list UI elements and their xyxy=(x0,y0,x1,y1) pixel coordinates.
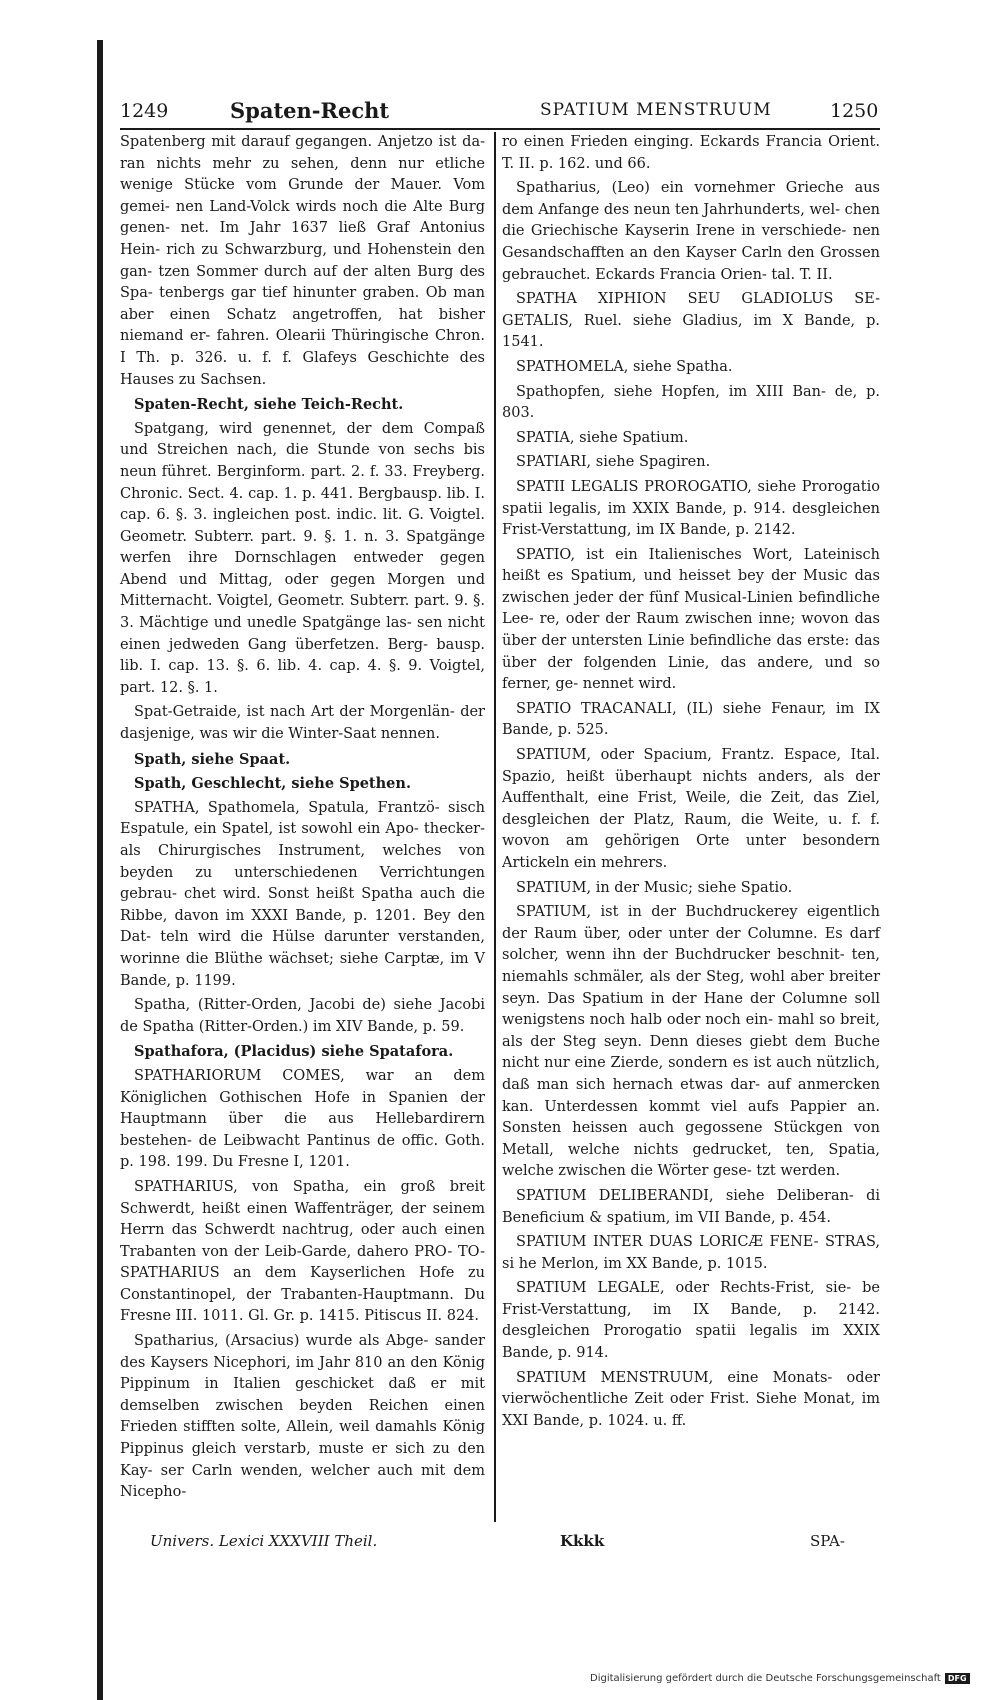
entry-paragraph: Spatharius, (Leo) ein vornehmer Grieche aus dem Anfange des neun ten Jahrhunderts, wel- chen die Griechische Kayserin Irene in verschiede- nen Gesandschafften an den Kayser Carln den Grossen gebrauchet. Eckards Francia Orien- tal. T. II. xyxy=(502,180,880,283)
entry-paragraph: SPATIA, siehe Spatium. xyxy=(516,429,689,446)
entry-paragraph: SPATIO TRACANALI, (IL) siehe Fenaur, im IX Bande, p. 525. xyxy=(502,700,880,739)
header-rule xyxy=(120,128,880,130)
page-footer xyxy=(120,1532,880,1562)
entry-paragraph: SPATIO, ist ein Italienisches Wort, Lateinisch heißt es Spatium, und heisset bey der Music das zwischen jeder der fünf Musical-Linien befindliche Lee- re, oder der Raum zwischen inne; wovon das über der untersten Linie befindliche das erste: das über der folgenden Linie, das andere, und so ferner, ge- nennet wird. xyxy=(502,546,880,693)
page-number-right: 1250 xyxy=(830,100,879,122)
entry-paragraph: SPATIUM INTER DUAS LORICÆ FENE- STRAS, si he Merlon, im XX Bande, p. 1015. xyxy=(502,1234,880,1272)
entry-paragraph: SPATIUM LEGALE, oder Rechts-Frist, sie- be Frist-Verstattung, im IX Bande, p. 2142. desgleichen Prorogatio spatii legalis im XXIX Bande, p. 914. xyxy=(502,1280,880,1362)
left-column xyxy=(120,132,485,1507)
entry-paragraph: Spath, siehe Spaat. xyxy=(134,750,291,768)
entry-paragraph: SPATHA, Spathomela, Spatula, Frantzö- sisch Espatule, ein Spatel, ist sowohl ein Apo- thecker- als Chirurgisches Instrument, welches von beyden zu unterschiedenen Verrichtungen gebrau- chet wird. Sonst heißt Spatha auch die Ribbe, davon im XXXI Bande, p. 1201. Bey den Dat- teln wird die Hülse darunter verstanden, worinne die Blüthe wächset; siehe Carptæ, im V Bande, p. 1199. xyxy=(120,799,485,989)
catchword: SPA- xyxy=(810,1532,845,1550)
entry-paragraph: Spat-Getraide, ist nach Art der Morgenlän- der dasjenige, was wir die Winter-Saat nennen. xyxy=(120,704,485,743)
entry-paragraph: Spath, Geschlecht, siehe Spethen. xyxy=(134,775,411,793)
sheet-signature: Kkkk xyxy=(560,1532,605,1550)
entry-paragraph: Spatenberg mit darauf gegangen. Anjetzo ist da- ran nichts mehr zu sehen, denn nur etliche wenige Stücke vom Grunde der Mauer. Vom gemei- nen Land-Volck wirds noch die Alte Burg genen- net. Im Jahr 1637 ließ Graf Antonius Hein- rich zu Schwarzburg, und Hohenstein den gan- tzen Sommer durch auf der alten Burg des Spa- tenbergs gar tief hinunter graben. Ob man aber einen Schatz angetroffen, hat bisher niemand er- fahren. Olearii Thüringische Chron. I Th. p. 326. u. f. f. Glafeys Geschichte des Hauses zu Sachsen. xyxy=(120,134,485,388)
running-header xyxy=(120,96,880,128)
entry-paragraph: Spatharius, (Arsacius) wurde als Abge- sander des Kaysers Nicephori, im Jahr 810 an den König Pippinum in Italien geschicket daß er mit demselben zwischen beyden Reichen einen Frieden stifften solte, Allein, weil damahls König Pippinus gleich verstarb, muste er sich zu den Kay- ser Carln wenden, welcher auch mit dem Nicepho- xyxy=(120,1333,485,1501)
entry-paragraph: SPATHOMELA, siehe Spatha. xyxy=(516,358,733,375)
entry-paragraph: SPATII LEGALIS PROROGATIO, siehe Prorogatio spatii legalis, im XXIX Bande, p. 914. desgleichen Frist-Verstattung, im IX Bande, p. 2142. xyxy=(502,478,880,539)
digitization-credit xyxy=(590,1673,970,1684)
entry-paragraph: SPATIUM, ist in der Buchdruckerey eigentlich der Raum über, oder unter der Columne. Es darf solcher, wenn ihn der Buchdrucker beschnit- ten, niemahls schmäler, als der Steg, wohl aber breiter seyn. Das Spatium in der Hane der Columne soll wenigstens noch halb oder noch ein- mahl so breit, als der Steg seyn. Denn dieses giebt dem Buche nicht nur eine Zierde, sondern es ist auch nützlich, daß man sich hernach etwas dar- auf anmercken kan. Unterdessen kommt viel aufs Pappier an. Sonsten heissen auch gegossene Stückgen von Metall, welche nichts gedrucket, ten, Spatia, welche zwischen die Wörter gese- tzt werden. xyxy=(502,904,880,1180)
entry-paragraph: SPATHARIUS, von Spatha, ein groß breit Schwerdt, heißt einen Waffenträger, der seinem Herrn das Schwerdt nachtrug, oder auch einen Trabanten von der Leib-Garde, dahero PRO- TO-SPATHARIUS an dem Kayserlichen Hofe zu Constantinopel, der Trabanten-Hauptmann. Du Fresne III. 1011. Gl. Gr. p. 1415. Pitiscus II. 824. xyxy=(120,1178,485,1325)
entry-paragraph: Spatha, (Ritter-Orden, Jacobi de) siehe Jacobi de Spatha (Ritter-Orden.) im XIV Bande, p. 59. xyxy=(120,997,485,1035)
entry-paragraph: SPATHARIORUM COMES, war an dem Königlichen Gothischen Hofe in Spanien der Hauptmann über die aus Hellebardirern bestehen- de Leibwacht Pantinus de offic. Goth. p. 198. 199. Du Fresne I, 1201. xyxy=(120,1067,485,1171)
entry-paragraph: SPATIUM, in der Music; siehe Spatio. xyxy=(516,879,793,896)
entry-paragraph: SPATIARI, siehe Spagiren. xyxy=(516,454,711,471)
entry-paragraph: ro einen Frieden einging. Eckards Francia Orient. T. II. p. 162. und 66. xyxy=(502,134,880,172)
volume-signature: Univers. Lexici XXXVIII Theil. xyxy=(150,1532,378,1550)
credit-text: Digitalisierung gefördert durch die Deutsche Forschungsgemeinschaft xyxy=(590,1673,941,1684)
entry-paragraph: SPATIUM, oder Spacium, Frantz. Espace, Ital. Spazio, heißt überhaupt nichts anders, als der Auffenthalt, eine Frist, Weile, die Zeit, das Ziel, desgleichen der Platz, Raum, die Weite, u. f. f. wovon am gehörigen Orte unter besondern Artickeln ein mehrers. xyxy=(502,747,880,871)
column-divider xyxy=(494,132,496,1522)
entry-paragraph: Spaten-Recht, siehe Teich-Recht. xyxy=(134,396,404,414)
running-head-right: SPATIUM MENSTRUUM xyxy=(540,100,772,120)
entry-paragraph: Spathafora, (Placidus) siehe Spatafora. xyxy=(134,1043,454,1061)
running-head-left: Spaten-Recht xyxy=(230,98,390,123)
entry-paragraph: SPATIUM MENSTRUUM, eine Monats- oder vierwöchentliche Zeit oder Frist. Siehe Monat, im XXI Bande, p. 1024. u. ff. xyxy=(502,1369,880,1429)
entry-paragraph: Spatgang, wird genennet, der dem Compaß und Streichen nach, die Stunde von sechs bis neun führet. Berginform. part. 2. f. 33. Freyberg. Chronic. Sect. 4. cap. 1. p. 441. Bergbausp. lib. I. cap. 6. §. 3. ingleichen post. indic. lit. G. Voigtel. Geometr. Subterr. part. 9. §. 1. n. 3. Spatgänge werfen ihre Dornschlagen entweder gegen Abend und Mittag, oder gegen Morgen und Mitternacht. Voigtel, Geometr. Subterr. part. 9. §. 3. Mächtige und unedle Spatgänge las- sen nicht einen jedweden Gang überfetzen. Berg- bausp. lib. I. cap. 13. §. 6. lib. 4. cap. 4. §. 9. Voigtel, part. 12. §. 1. xyxy=(120,420,485,696)
right-column xyxy=(502,132,880,1435)
binding-shadow xyxy=(97,40,103,1700)
entry-paragraph: SPATIUM DELIBERANDI, siehe Deliberan- di Beneficium & spatium, im VII Bande, p. 454. xyxy=(502,1187,880,1226)
entry-paragraph: SPATHA XIPHION SEU GLADIOLUS SE- GETALIS, Ruel. siehe Gladius, im X Bande, p. 1541. xyxy=(502,291,880,351)
dfg-logo: DFG xyxy=(945,1673,970,1684)
entry-paragraph: Spathopfen, siehe Hopfen, im XIII Ban- de, p. 803. xyxy=(502,383,880,422)
page-number-left: 1249 xyxy=(120,100,169,122)
